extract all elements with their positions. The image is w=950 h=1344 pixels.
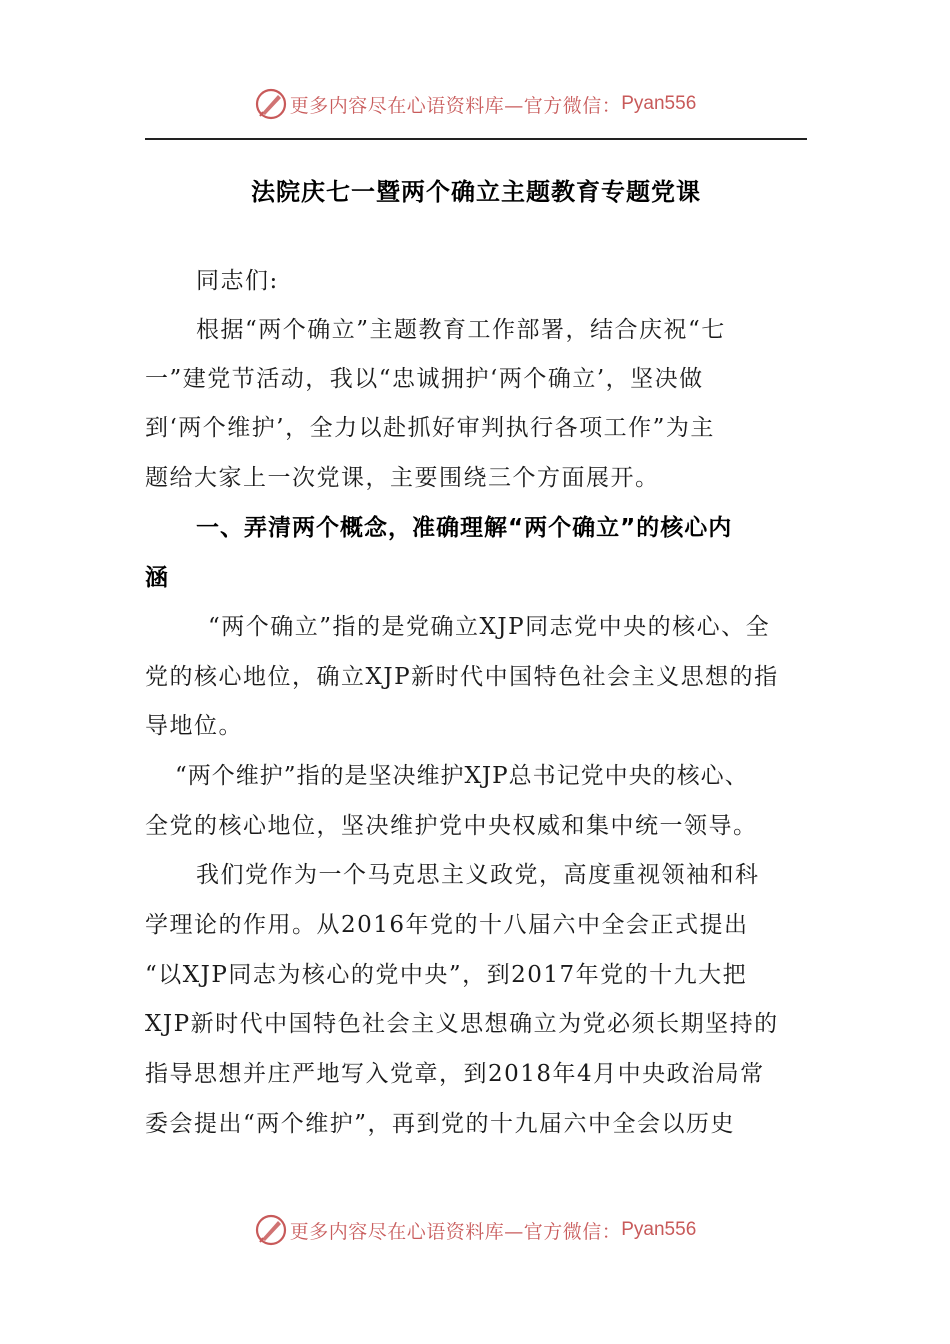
body-line: 一”建党节活动，我以“忠诚拥护‘两个确立’，坚决做 — [145, 366, 704, 392]
salutation: 同志们: — [196, 268, 279, 294]
quill-logo-icon — [254, 1213, 288, 1247]
body-line: 题给大家上一次党课，主要围绕三个方面展开。 — [145, 465, 660, 491]
body-line: “两个确立”指的是党确立XJP同志党中央的核心、全 — [208, 614, 771, 640]
section-heading: 一、弄清两个概念，准确理解“两个确立”的核心内 — [196, 515, 733, 541]
body-line: 全党的核心地位，坚决维护党中央权威和集中统一领导。 — [145, 813, 758, 839]
body-line: 导地位。 — [145, 713, 243, 739]
body-line: 指导思想并庄严地写入党章，到2018年4月中央政治局常 — [145, 1061, 765, 1087]
watermark-text: 更多内容尽在心语资料库—官方微信： — [289, 1220, 622, 1243]
watermark-wechat: Pyan556 — [621, 1219, 697, 1240]
body-line: 根据“两个确立”主题教育工作部署，结合庆祝“七 — [196, 317, 726, 343]
body-line: 学理论的作用。从2016年党的十八届六中全会正式提出 — [145, 912, 749, 938]
quill-logo-icon — [254, 87, 288, 121]
header-rule — [145, 138, 807, 140]
body-line: 党的核心地位，确立XJP新时代中国特色社会主义思想的指 — [145, 664, 779, 690]
body-line: 我们党作为一个马克思主义政党，高度重视领袖和科 — [196, 862, 760, 888]
footer-watermark — [0, 1210, 950, 1250]
body-line: 委会提出“两个维护”，再到党的十九届六中全会以历史 — [145, 1111, 736, 1137]
section-heading: 涵 — [145, 565, 169, 591]
body-line: XJP新时代中国特色社会主义思想确立为党必须长期坚持的 — [145, 1011, 779, 1037]
body-line: “两个维护”指的是坚决维护XJP总书记党中央的核心、 — [175, 763, 749, 789]
watermark-text: 更多内容尽在心语资料库—官方微信： — [289, 94, 622, 117]
watermark-wechat: Pyan556 — [621, 93, 697, 114]
document-title: 法院庆七一暨两个确立主题教育专题党课 — [251, 178, 701, 206]
header-watermark — [0, 84, 950, 124]
body-line: 到‘两个维护’，全力以赴抓好审判执行各项工作”为主 — [145, 415, 715, 441]
body-line: “以XJP同志为核心的党中央”，到2017年党的十九大把 — [145, 962, 748, 988]
